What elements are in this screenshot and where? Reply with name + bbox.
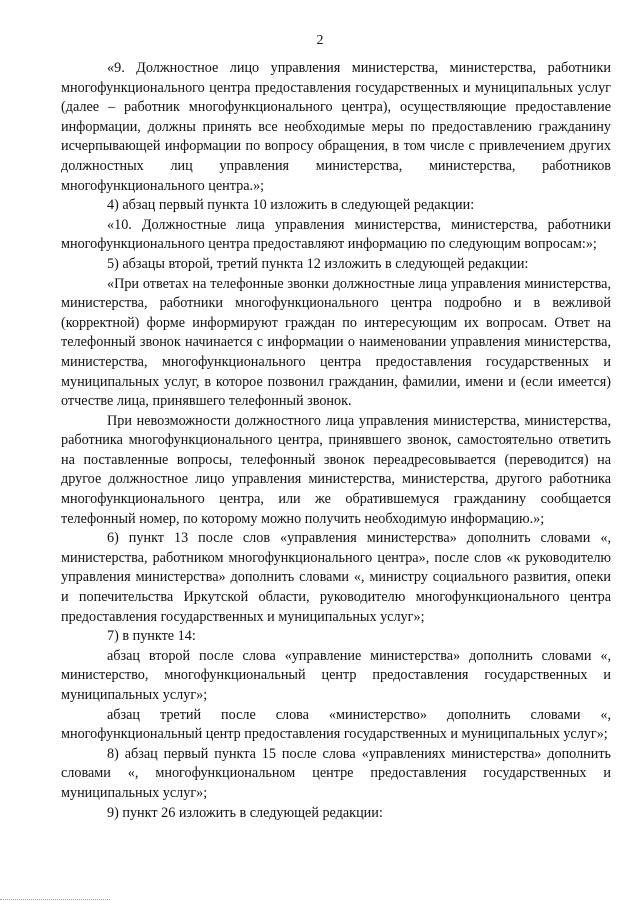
- page-number: 2: [316, 33, 324, 48]
- document-body: [61, 59, 611, 823]
- paragraph-amendment-7: 7) в пункте 14:: [107, 628, 196, 645]
- paragraph-amendment-8: 8) абзац первый пункта 15 после слова «управлениях министерства» дополнить словами «, многофункциональном центре предоставления государственных и муниципальных услуг»;: [61, 745, 611, 801]
- paragraph-call-redirect: При невозможности должностного лица управления министерства, министерства, работника многофункционального центра, принявшего звонок, самостоятельно ответить на поставленные вопросы, телефонный звонок переадресовывается (переводится) на другое должностное лицо управления министерства, министерства, другого работника многофункционального центра, или же обратившемуся гражданину сообщается телефонный номер, по которому можно получить необходимую информацию.»;: [61, 412, 611, 527]
- paragraph-phone-calls-quote: «При ответах на телефонные звонки должностные лица управления министерства, министерства, работники многофункционального центра подробно и в вежливой (корректной) форме информируют граждан по интересующим их вопросам. Ответ на телефонный звонок начинается с информации о наименовании управления министерства, министерства, многофункционального центра предоставления государственных и муниципальных услуг, в которое позвонил гражданин, фамилии, имени и (если имеется) отчестве лица, принявшего телефонный звонок.: [61, 275, 611, 410]
- paragraph-amendment-4: 4) абзац первый пункта 10 изложить в следующей редакции:: [107, 197, 475, 214]
- paragraph-item-9-quote: «9. Должностное лицо управления министерства, министерства, работники многофункционального центра предоставления государственных и муниципальных услуг (далее – работник многофункционального центра), осуществляющие предоставление информации, должны принять все необходимые меры по предоставлению гражданину исчерпывающей информации по вопросу обращения, в том числе с привлечением других должностных лиц управления министерства, министерства, работников многофункционального центра.»;: [61, 60, 611, 194]
- paragraph-item-10-quote: «10. Должностные лица управления министерства, министерства, работники многофункционального центра предоставляют информацию по следующим вопросам:»;: [61, 216, 611, 253]
- paragraph-amendment-9: 9) пункт 26 изложить в следующей редакции:: [107, 804, 383, 821]
- paragraph-amendment-7-third: абзац третий после слова «министерство» дополнить словами «, многофункциональный центр предоставления государственных и муниципальных услуг»;: [61, 706, 611, 743]
- paragraph-amendment-6: 6) пункт 13 после слов «управления министерства» дополнить словами «, министерства, работником многофункционального центра», после слов «к руководителю управления министерства» дополнить словами «, министру социального развития, опеки и попечительства Иркутской области, руководителю многофункционального центра предоставления государственных и муниципальных услуг»;: [61, 530, 611, 625]
- paragraph-amendment-5: 5) абзацы второй, третий пункта 12 изложить в следующей редакции:: [107, 255, 529, 272]
- scan-edge-divider: [0, 899, 110, 900]
- paragraph-amendment-7-second: абзац второй после слова «управление министерства» дополнить словами «, министерство, многофункциональный центр предоставления государственных и муниципальных услуг»;: [61, 647, 611, 703]
